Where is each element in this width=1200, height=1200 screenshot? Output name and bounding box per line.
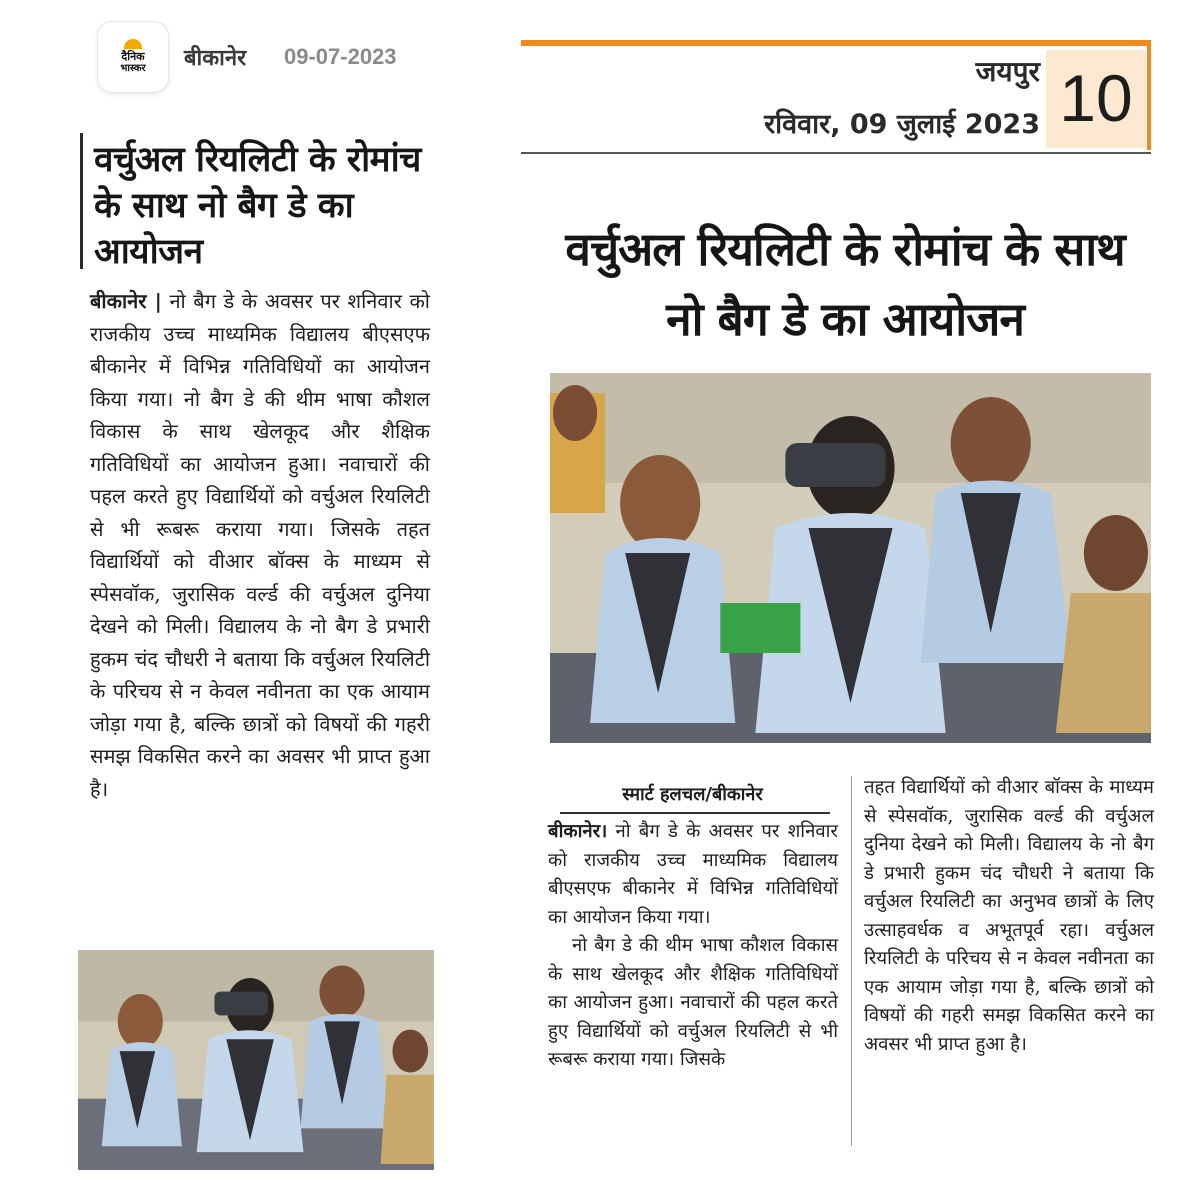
masthead-under-rule (521, 152, 1151, 154)
col1-paragraph-2: नो बैग डे की थीम भाषा कौशल विकास के साथ खेलकूद और शैक्षिक गतिविधियों का आयोजन हुआ। नवाचारों की पहल करते हुए विद्यार्थियों को वर्चुअल रियलिटी से भी रूबरू कराया गया। जिसके (548, 935, 838, 1070)
left-headline: वर्चुअल रियलिटी के रोमांच के साथ नो बैग डे का आयोजन (94, 140, 421, 272)
right-edition-date: रविवार, 09 जुलाई 2023 (764, 109, 1040, 140)
logo-text-line1: दैनिक (121, 50, 145, 63)
students-vr-photo-right (550, 373, 1151, 743)
left-dateline: बीकानेर | (90, 289, 162, 313)
left-article (80, 133, 432, 941)
column-divider (851, 776, 852, 1146)
left-body-text: नो बैग डे के अवसर पर शनिवार को राजकीय उच्च माध्यमिक विद्यालय बीएसएफ बीकानेर में विभिन्न गतिविधियों का आयोजन किया गया। नो बैग डे की थीम भाषा कौशल विकास के साथ खेलकूद और शैक्षिक गतिविधियों का आयोजन हुआ। नवाचारों की पहल करते हुए विद्यार्थियों को वर्चुअल रियलिटी से भी रूबरू कराया गया। जिसके तहत विद्यार्थियों को वीआर बॉक्स के माध्यम से स्पेसवॉक, जुरासिक वर्ल्ड की वर्चुअल दुनिया देखने को मिली। विद्यालय के नो बैग डे प्रभारी हुकम चंद चौधरी ने बताया कि वर्चुअल रियलिटी के परिचय से न केवल नवीनता का एक आयाम जोड़ा गया है, बल्कि छात्रों को विषयों की गहरी समझ विकसित करने का अवसर भी प्राप्त हुआ है। (90, 289, 430, 801)
page-number: 10 (1059, 61, 1133, 135)
byline: स्मार्ट हलचल/बीकानेर (622, 784, 763, 805)
col1-paragraph-1 (548, 818, 838, 932)
masthead-top-rule (521, 40, 1151, 46)
right-article-column-2: तहत विद्यार्थियों को वीआर बॉक्स के माध्यम से स्पेसवॉक, जुरासिक वर्ल्ड की वर्चुअल दुनिया देखने को मिली। विद्यालय के नो बैग डे प्रभारी हुकम चंद चौधरी ने बताया कि वर्चुअल रियलिटी का अनुभव छात्रों के लिए उत्साहवर्धक व अभूतपूर्व रहा। वर्चुअल रियलिटी के परिचय से न केवल नवीनता का एक आयाम जोड़ा गया है, बल्कि छात्रों को विषयों की गहरी समझ विकसित करने का अवसर भी प्राप्त हुआ है। (864, 777, 1154, 1055)
logo-text-line2: भास्कर (120, 63, 146, 74)
left-article-body (90, 285, 430, 805)
left-clipping-header (98, 22, 458, 94)
students-vr-photo-left (78, 950, 434, 1170)
right-article-column-1 (548, 818, 838, 1075)
byline-rule (560, 812, 830, 814)
left-edition-city: बीकानेर (184, 46, 247, 71)
left-edition-date: 09-07-2023 (284, 44, 397, 69)
left-news-photo (78, 950, 434, 1170)
dainik-bhaskar-logo (98, 22, 168, 92)
col1-p1-text: नो बैग डे के अवसर पर शनिवार को राजकीय उच्च माध्यमिक विद्यालय बीएसएफ बीकानेर में विभिन्न गतिविधियों का आयोजन किया गया। (548, 821, 838, 928)
right-dateline: बीकानेर। (548, 821, 608, 842)
right-news-photo (550, 373, 1151, 743)
logo-sun-icon (124, 39, 142, 49)
right-edition-city: जयपुर (975, 55, 1040, 88)
masthead-side-rule (1147, 40, 1151, 150)
right-headline: वर्चुअल रियलिटी के रोमांच के साथ नो बैग डे का आयोजन (565, 222, 1125, 346)
headline-rule (80, 133, 83, 269)
page-number-box (1046, 50, 1146, 148)
